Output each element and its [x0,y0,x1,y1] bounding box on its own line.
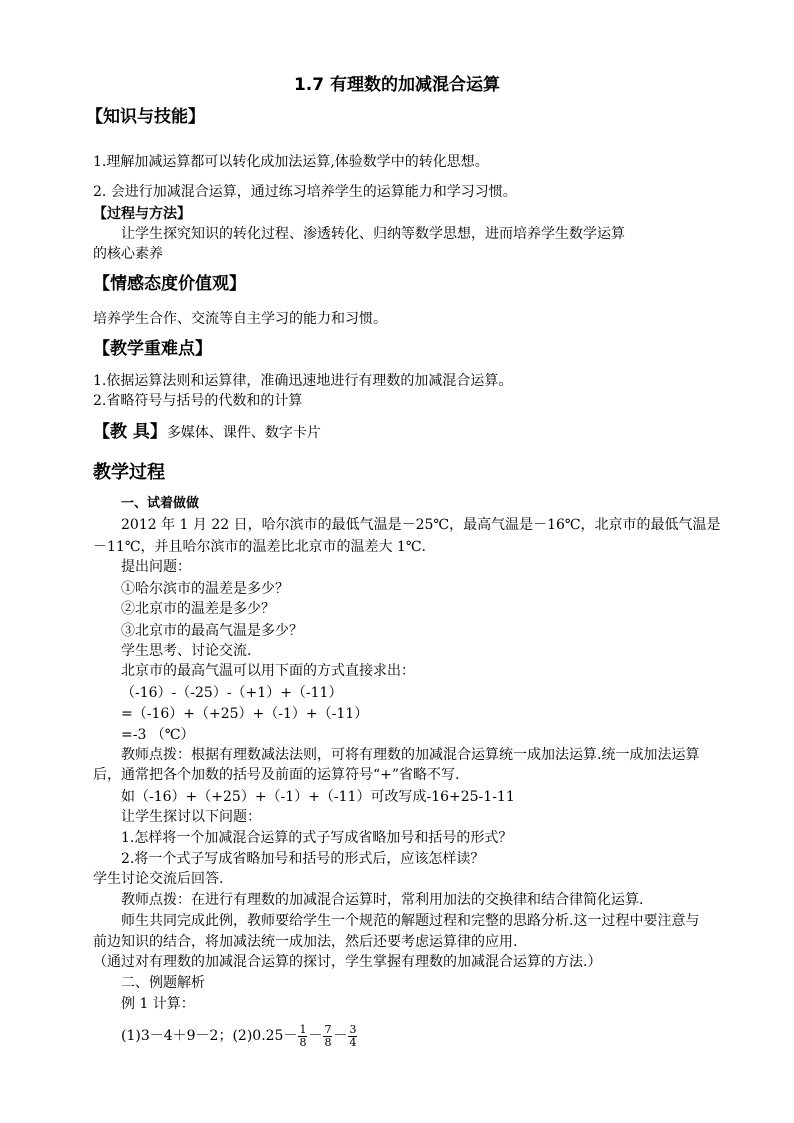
fraction-2 [323,1024,332,1049]
heading-process: 【过程与方法】 [93,206,191,222]
tools-text: 多媒体、课件、数字卡片 [166,425,321,441]
emotion-text: 培养学生合作、交流等自主学习的能力和习惯。 [93,311,387,327]
heading-teaching: 教学过程 [93,462,165,483]
para-line-21: 前边知识的结合，将加减法统一成加法，然后还要考虑运算律的应用. [93,934,518,950]
para-line-10: =（-16）+（+25）+（-1）+（-11） [121,706,369,722]
para-line-24: 例 1 计算： [121,996,195,1012]
para-line-20: 师生共同完成此例，教师要给学生一个规范的解题过程和完整的思路分析.这一过程中要注意与 [121,913,700,929]
formula-part1: (1)3－4＋9－2；(2)0.25－ [121,1028,298,1044]
para-line-18: 学生讨论交流后回答. [93,871,224,887]
para-line-15: 让学生探讨以下问题： [121,809,261,825]
page-title: 1.7 有理数的加减混合运算 [293,75,501,95]
process-line-1: 让学生探究知识的转化过程、渗透转化、归纳等数学思想，进而培养学生数学运算 [121,226,625,242]
heading-difficulty: 【教学重难点】 [93,339,212,359]
para-line-22: （通过对有理数的加减混合运算的探讨，学生掌握有理数的加减混合运算的方法.） [93,954,602,970]
difficulty-item-1: 1.依据运算法则和运算律，准确迅速地进行有理数的加减混合运算。 [93,373,513,389]
knowledge-item-2: 2. 会进行加减混合运算，通过练习培养学生的运算能力和学习习惯。 [93,184,517,200]
para-line-19: 教师点拨：在进行有理数的加减混合运算时，常利用加法的交换律和结合律简化运算. [121,892,644,908]
para-line-17: 2.将一个式子写成省略加号和括号的形式后，应该怎样读？ [121,851,485,867]
fraction-2-denominator: 8 [324,1035,332,1049]
para-line-3: 提出问题： [121,559,191,575]
para-line-5: ②北京市的温差是多少？ [121,601,275,617]
para-line-14: 如（-16）+（+25）+（-1）+（-11）可改写成-16+25-1-11 [121,789,515,805]
formula-minus-1: － [308,1028,323,1044]
para-line-7: 学生思考、讨论交流. [121,643,252,659]
process-line-2: 的核心素养 [93,246,163,262]
fraction-1 [298,1024,307,1049]
para-line-6: ③北京市的最高气温是多少？ [121,623,303,639]
fraction-3-numerator: 3 [349,1022,357,1036]
para-line-1: 2012 年 1 月 22 日，哈尔滨市的最低气温是－25℃，最高气温是－16℃，北京市的最低气温是 [121,517,721,533]
para-line-4: ①哈尔滨市的温差是多少？ [121,581,289,597]
para-line-13: 后，通常把各个加数的括号及前面的运算符号“+”省略不写. [93,767,460,783]
para-line-23: 二、例题解析 [121,975,205,991]
heading-tools: 【教 具】 [93,422,167,442]
fraction-1-denominator: 8 [299,1035,307,1049]
para-line-11: =-3 （℃） [121,727,195,743]
para-line-16: 1.怎样将一个加减混合运算的式子写成省略加号和括号的形式？ [121,830,513,846]
part1-title: 一、试着做做 [121,496,200,511]
para-line-8: 北京市的最高气温可以用下面的方式直接求出： [121,663,415,679]
para-line-9: （-16）-（-25）-（+1）+（-11） [121,685,343,701]
fraction-3 [348,1024,357,1049]
para-line-12: 教师点拨：根据有理数减法法则，可将有理数的加减混合运算统一成加法运算.统一成加法运算 [121,747,700,763]
formula-minus-2: － [333,1028,348,1044]
fraction-1-numerator: 1 [299,1022,307,1036]
para-line-2: －11℃，并且哈尔滨市的温差比北京市的温差大 1℃. [93,539,426,555]
difficulty-item-2: 2.省略符号与括号的代数和的计算 [93,393,303,409]
example-formula [121,1020,358,1052]
tools-line [93,423,321,442]
fraction-2-numerator: 7 [324,1022,332,1036]
fraction-3-denominator: 4 [349,1035,357,1049]
heading-emotion: 【情感态度价值观】 [93,274,246,294]
knowledge-item-1: 1.理解加减运算都可以转化成加法运算,体验数学中的转化思想。 [93,154,489,170]
heading-knowledge: 【知识与技能】 [86,107,205,127]
